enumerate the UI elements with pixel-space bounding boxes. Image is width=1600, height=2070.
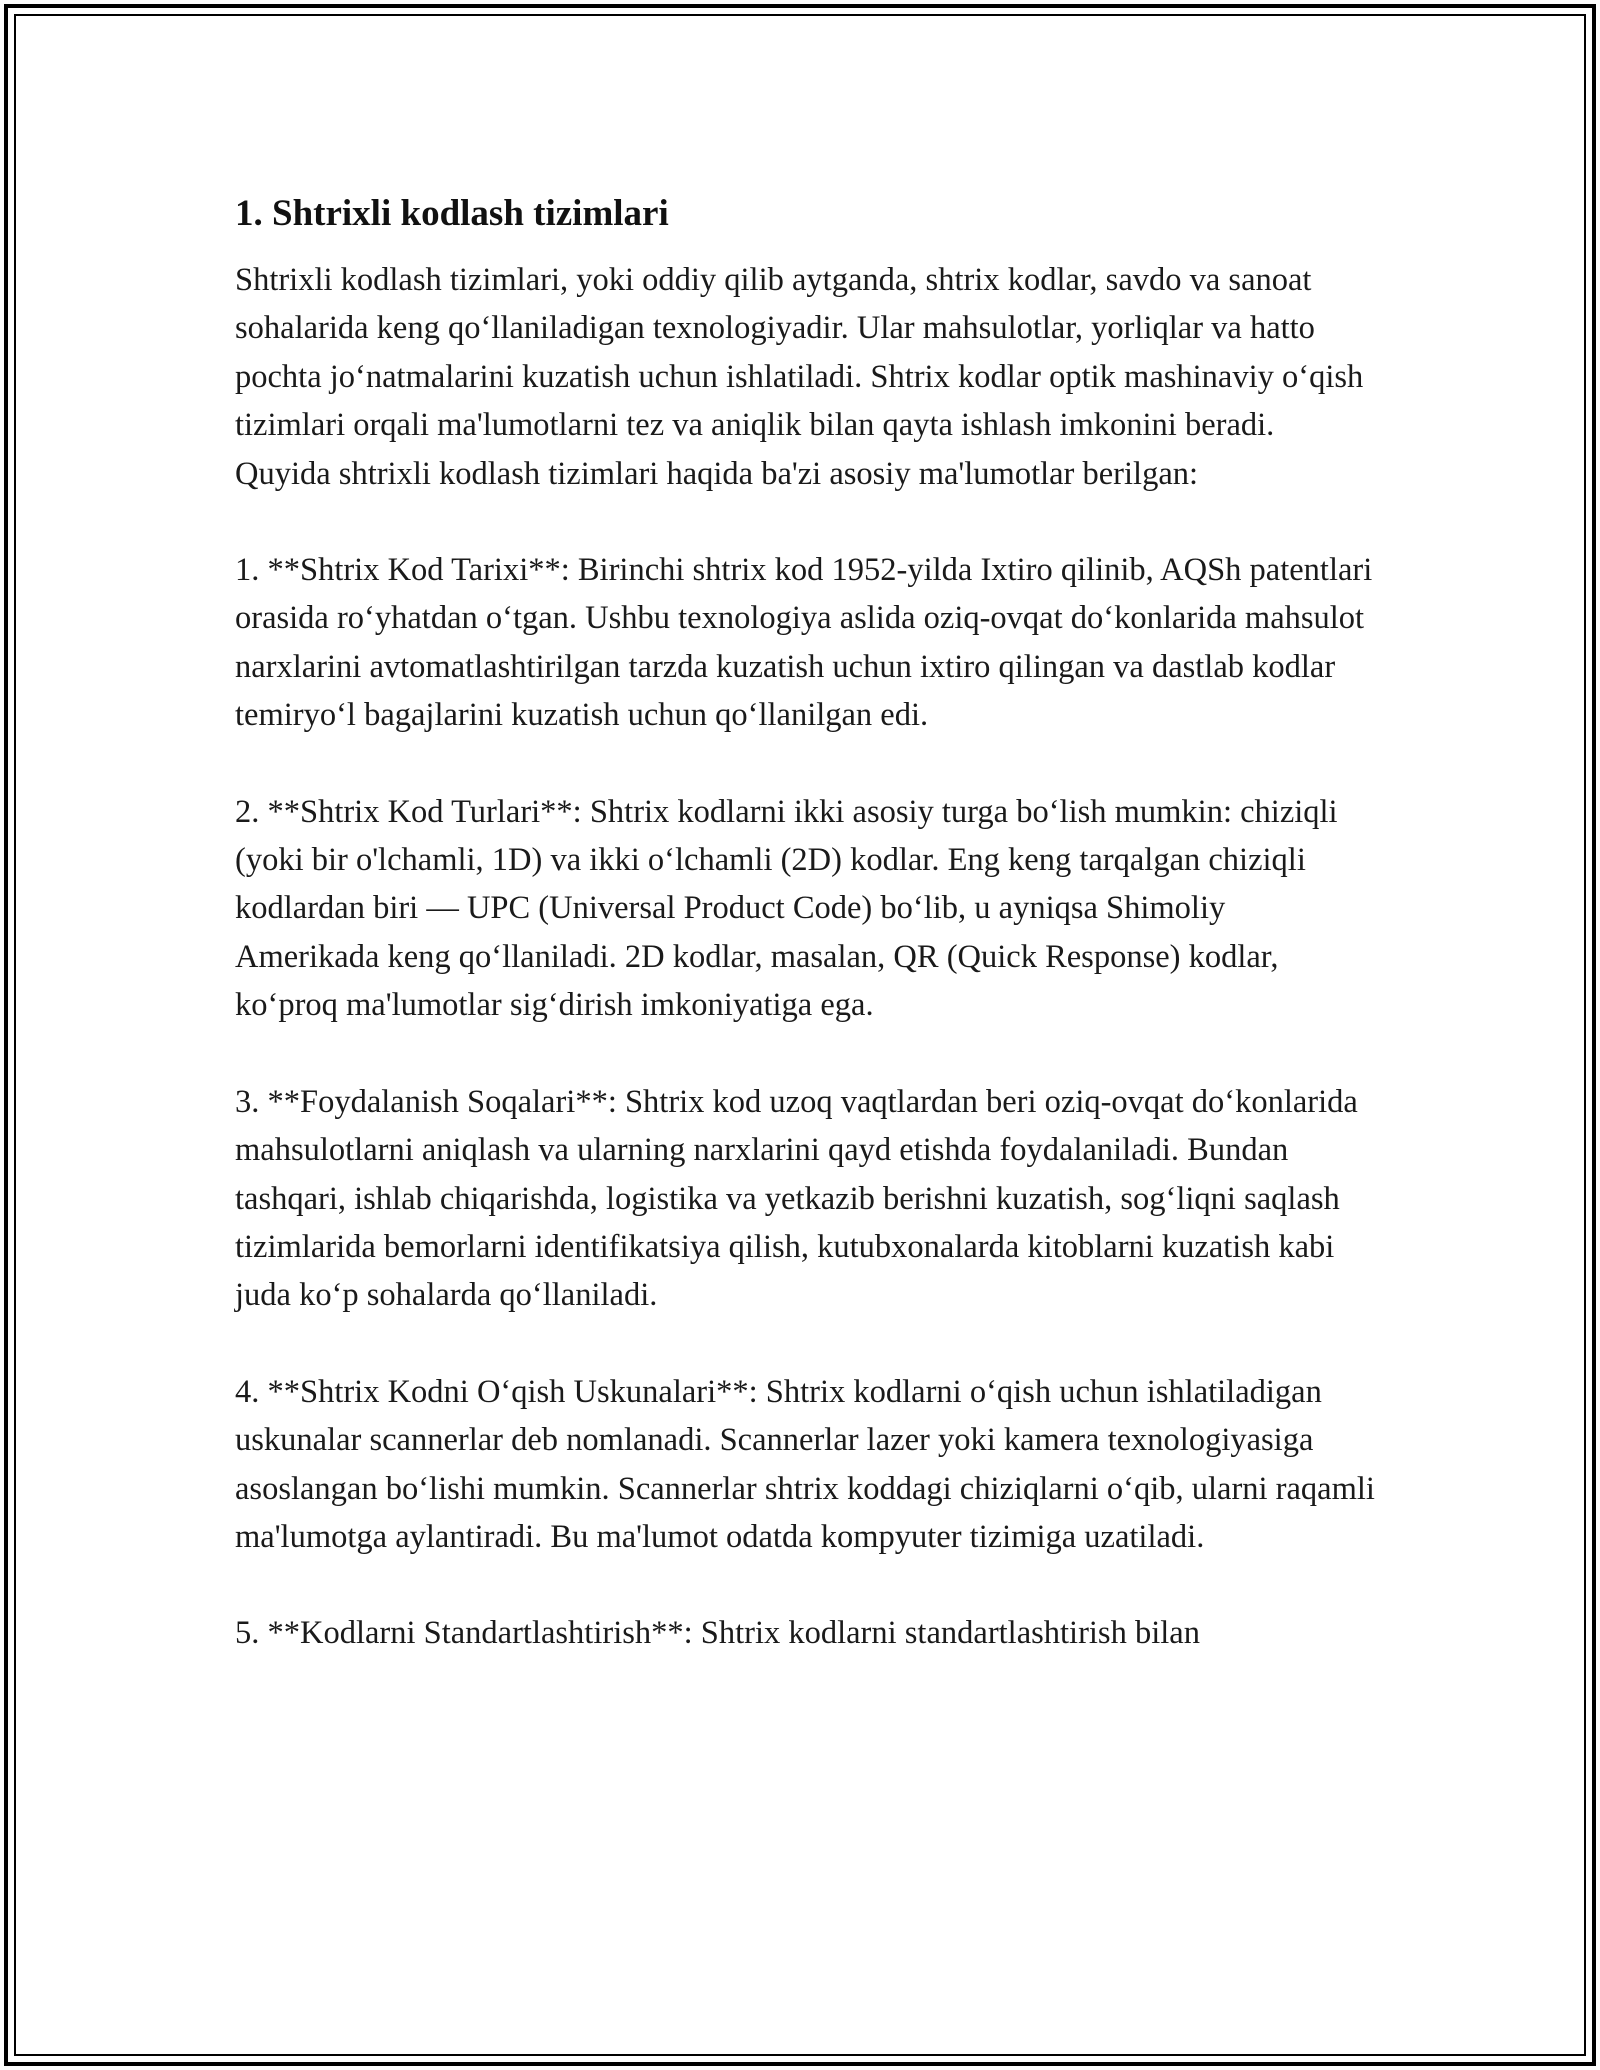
intro-paragraph: Shtrixli kodlash tizimlari, yoki oddiy qilib aytganda, shtrix kodlar, savdo va sanoat sohalarida keng qo‘llaniladigan texnologiyadir. Ular mahsulotlar, yorliqlar va hatto pochta jo‘natmalarini kuzatish uchun ishlatiladi. Shtrix kodlar optik mashinaviy o‘qish tizimlari orqali ma'lumotlarni tez va aniqlik bilan qayta ishlash imkonini beradi. Quyida shtrixli kodlash tizimlari haqida ba'zi asosiy ma'lumotlar berilgan:: [235, 262, 1364, 492]
paragraph-usage: 3. **Foydalanish Soqalari**: Shtrix kod uzoq vaqtlardan beri oziq-ovqat do‘konlarida mahsulotlarni aniqlash va ularning narxlarini qayd etishda foydalaniladi. Bundan tashqari, ishlab chiqarishda, logistika va yetkazib berishni kuzatish, sog‘liqni saqlash tizimlarida bemorlarni identifikatsiya qilish, kutubxonalarda kitoblarni kuzatish kabi juda ko‘p sohalarda qo‘llaniladi.: [235, 1083, 1358, 1314]
paragraph-scanners: 4. **Shtrix Kodni O‘qish Uskunalari**: Shtrix kodlarni o‘qish uchun ishlatiladigan uskunalar scannerlar deb nomlanadi. Scannerlar lazer yoki kamera texnologiyasiga asoslangan bo‘lishi mumkin. Scannerlar shtrix koddagi chiziqlarni o‘qib, ularni raqamli ma'lumotga aylantiradi. Bu ma'lumot odatda kompyuter tizimiga uzatiladi.: [235, 1373, 1375, 1555]
paragraph-standardization: 5. **Kodlarni Standartlashtirish**: Shtrix kodlarni standartlashtirish bilan: [235, 1615, 1200, 1652]
paragraph-history: 1. **Shtrix Kod Tarixi**: Birinchi shtrix kod 1952-yilda Ixtiro qilinib, AQSh patentlari orasida ro‘yhatdan o‘tgan. Ushbu texnologiya aslida oziq-ovqat do‘konlarida mahsulot narxlarini avtomatlashtirilgan tarzda kuzatish uchun ixtiro qilingan va dastlab kodlar temiryo‘l bagajlarini kuzatish uchun qo‘llanilgan edi.: [235, 552, 1373, 734]
paragraph-types: 2. **Shtrix Kod Turlari**: Shtrix kodlarni ikki asosiy turga bo‘lish mumkin: chiziqli (yoki bir o'lchamli, 1D) va ikki o‘lchamli (2D) kodlar. Eng keng tarqalgan chiziqli kodlardan biri — UPC (Universal Product Code) bo‘lib, u ayniqsa Shimoliy Amerikada keng qo‘llaniladi. 2D kodlar, masalan, QR (Quick Response) kodlar, ko‘proq ma'lumotlar sig‘dirish imkoniyatiga ega.: [235, 793, 1338, 1024]
section-title: 1. Shtrixli kodlash tizimlari: [235, 193, 669, 234]
document-body: [235, 190, 1375, 1658]
